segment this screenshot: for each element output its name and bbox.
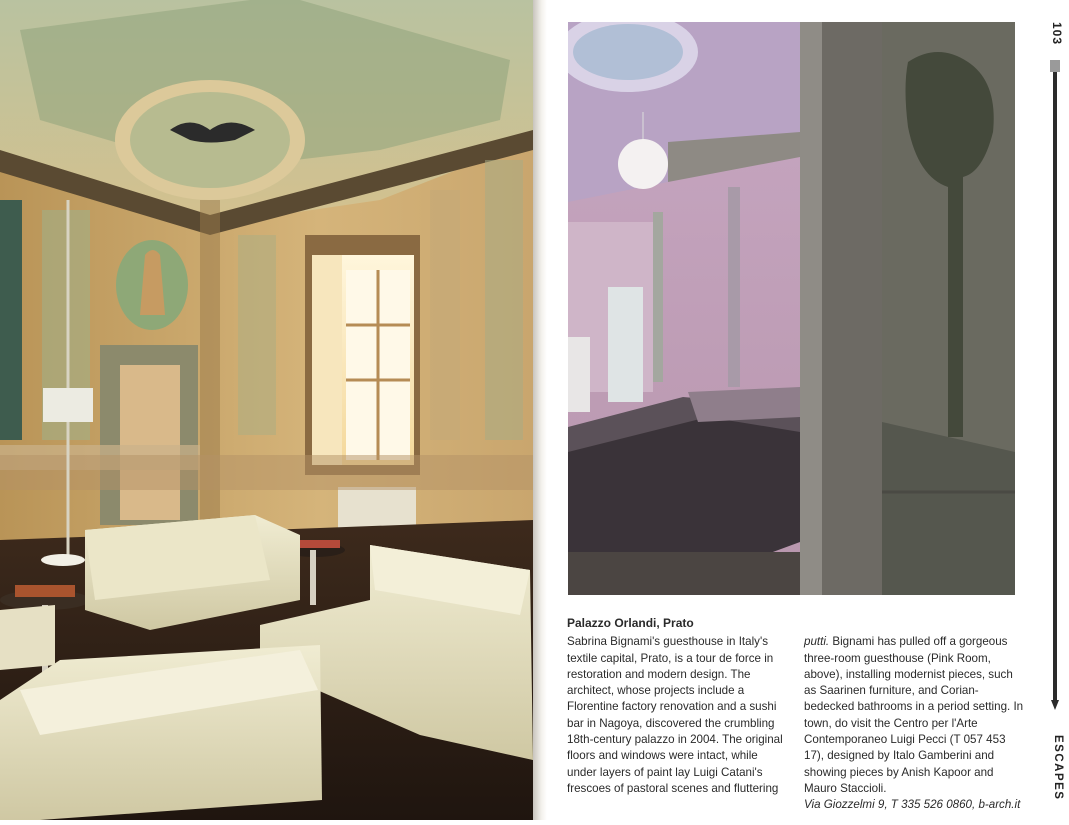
salon-photo xyxy=(0,0,533,820)
page-number: 103 xyxy=(1050,22,1064,46)
salon-photo-illustration xyxy=(0,0,533,820)
pink-room-photo-illustration xyxy=(568,22,1015,595)
section-rail-top xyxy=(1050,60,1060,72)
article-paragraph-2-text: Bignami has pulled off a gorgeous three-room guesthouse (Pink Room, above), installing modernist pieces, such as Saarinen furniture, and Corian-bedecked bathrooms in a period setting. In town, do visit the Centro per l'Arte Contemporaneo Luigi Pecci (T 057 453 17), designed by Italo Gamberini and showing pieces by Anish Kapoor and Mauro Staccioli. xyxy=(804,635,1024,795)
pink-room-photo xyxy=(568,22,1015,595)
article-paragraph-2 xyxy=(804,634,1026,797)
section-rail xyxy=(1050,60,1060,710)
article xyxy=(567,615,1027,812)
section-rail-bar xyxy=(1053,72,1057,702)
article-italic-word: putti. xyxy=(804,635,830,649)
section-rail-arrow-icon xyxy=(1051,700,1059,710)
article-paragraph-1: Sabrina Bignami's guesthouse in Italy's textile capital, Prato, is a tour de force in restoration and modern design. The architect, whose projects include a Florentine factory renovation and a sushi bar in Nagoya, discovered the crumbling 18th-century palazzo in 2004. The original floors and windows were intact, while under layers of paint lay Luigi Catani's frescoes of pastoral scenes and fluttering xyxy=(567,635,783,795)
article-column-1 xyxy=(567,634,789,813)
article-column-2 xyxy=(804,634,1026,813)
article-columns xyxy=(567,634,1027,813)
page-gutter xyxy=(533,0,547,820)
section-label: ESCAPES xyxy=(1052,735,1064,801)
address-line: Via Giozzelmi 9, T 335 526 0860, b-arch.it xyxy=(804,798,1021,812)
article-title: Palazzo Orlandi, Prato xyxy=(567,616,694,630)
